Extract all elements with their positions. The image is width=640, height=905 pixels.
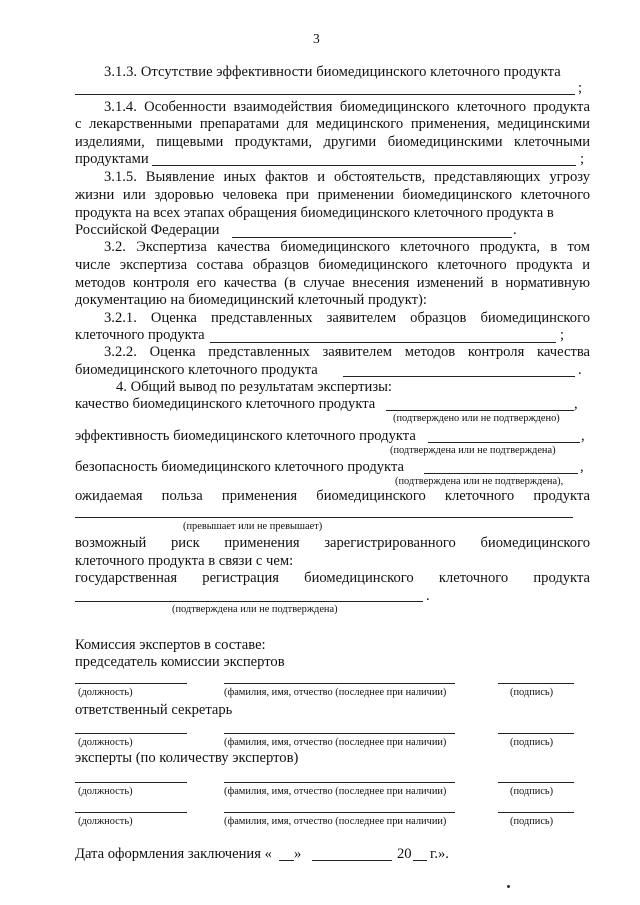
para-3-1-4-line2: с лекарственными препаратами для медицинского применения, медицинскими bbox=[75, 116, 590, 132]
signature-caption: (подпись) bbox=[510, 786, 554, 797]
registration-hint: (подтверждена или не подтверждена) bbox=[172, 604, 338, 615]
quality-hint: (подтверждено или не подтверждено) bbox=[393, 413, 560, 424]
signature-line bbox=[498, 812, 574, 813]
position-line bbox=[75, 683, 187, 684]
position-line bbox=[75, 782, 187, 783]
commission-title: Комиссия экспертов в составе: bbox=[75, 637, 266, 653]
comma: , bbox=[580, 459, 584, 475]
para-3-2-2-line1: 3.2.2. Оценка представленных заявителем методов контроля качества bbox=[104, 344, 590, 360]
date-year-prefix: 20 bbox=[397, 846, 412, 862]
position-line bbox=[75, 733, 187, 734]
para-3-1-5-line4: Российской Федерации bbox=[75, 222, 220, 238]
semicolon: ; bbox=[578, 80, 583, 96]
period: . bbox=[513, 222, 517, 238]
date-month-line bbox=[312, 860, 392, 861]
signature-line bbox=[498, 782, 574, 783]
period: . bbox=[578, 362, 582, 378]
secretary-label: ответственный секретарь bbox=[75, 702, 233, 718]
blank-line bbox=[210, 342, 556, 343]
position-line bbox=[75, 812, 187, 813]
position-caption: (должность) bbox=[78, 786, 133, 797]
signature-caption: (подпись) bbox=[510, 737, 554, 748]
name-caption: (фамилия, имя, отчество (последнее при наличии) bbox=[224, 737, 447, 748]
chairman-label: председатель комиссии экспертов bbox=[75, 654, 285, 670]
name-line bbox=[224, 683, 455, 684]
para-3-1-5-line2: жизни или здоровью человека при применении биомедицинского клеточного bbox=[75, 187, 590, 203]
date-suffix: г.». bbox=[430, 846, 449, 862]
para-3-1-4-line3: изделиями, пищевыми продуктами, другими биомедицинскими клеточными bbox=[75, 134, 590, 150]
quality-label: качество биомедицинского клеточного продукта bbox=[75, 396, 376, 412]
date-prefix: Дата оформления заключения « bbox=[75, 846, 272, 862]
signature-line bbox=[498, 683, 574, 684]
comma: , bbox=[574, 396, 578, 412]
date-day-line bbox=[279, 860, 294, 861]
efficacy-label: эффективность биомедицинского клеточного продукта bbox=[75, 428, 416, 444]
name-line bbox=[224, 812, 455, 813]
registration-label: государственная регистрация биомедицинского клеточного продукта bbox=[75, 570, 590, 586]
date-quote-close: » bbox=[294, 846, 302, 862]
blank-line bbox=[343, 376, 575, 377]
para-3-2-2-line2: биомедицинского клеточного продукта bbox=[75, 362, 318, 378]
para-3-1-3: 3.1.3. Отсутствие эффективности биомедицинского клеточного продукта bbox=[104, 64, 561, 80]
blank-line bbox=[386, 410, 574, 411]
blank-line bbox=[152, 165, 576, 166]
scan-speck bbox=[507, 885, 510, 888]
para-3-1-4-line4: продуктами bbox=[75, 151, 149, 167]
date-year-line bbox=[413, 860, 427, 861]
comma: , bbox=[581, 428, 585, 444]
benefit-label: ожидаемая польза применения биомедицинского клеточного продукта bbox=[75, 488, 590, 504]
name-caption: (фамилия, имя, отчество (последнее при наличии) bbox=[224, 786, 447, 797]
efficacy-hint: (подтверждена или не подтверждена) bbox=[390, 445, 556, 456]
safety-hint: (подтверждена или не подтверждена), bbox=[395, 476, 564, 487]
risk-line2: клеточного продукта в связи с чем: bbox=[75, 553, 294, 569]
para-3-2-line1: 3.2. Экспертиза качества биомедицинского клеточного продукта, в том bbox=[104, 239, 590, 255]
para-3-1-4-line1: 3.1.4. Особенности взаимодействия биомедицинского клеточного продукта bbox=[104, 99, 590, 115]
signature-caption: (подпись) bbox=[510, 687, 554, 698]
semicolon: ; bbox=[560, 327, 565, 343]
para-3-1-5-line1: 3.1.5. Выявление иных фактов и обстоятельств, представляющих угрозу bbox=[104, 169, 590, 185]
position-caption: (должность) bbox=[78, 737, 133, 748]
name-line bbox=[224, 733, 455, 734]
para-3-2-1-line2: клеточного продукта bbox=[75, 327, 205, 343]
blank-line bbox=[75, 94, 575, 95]
experts-label: эксперты (по количеству экспертов) bbox=[75, 750, 299, 766]
para-3-2-line4: документацию на биомедицинский клеточный продукт): bbox=[75, 292, 427, 308]
blank-line bbox=[232, 237, 512, 238]
name-line bbox=[224, 782, 455, 783]
page-number: 3 bbox=[313, 31, 320, 46]
blank-line bbox=[75, 517, 573, 518]
para-3-1-5-line3: продукта на всех этапах обращения биомедицинского клеточного продукта в bbox=[75, 205, 554, 221]
name-caption: (фамилия, имя, отчество (последнее при наличии) bbox=[224, 816, 447, 827]
safety-label: безопасность биомедицинского клеточного продукта bbox=[75, 459, 404, 475]
signature-caption: (подпись) bbox=[510, 816, 554, 827]
period: . bbox=[426, 588, 430, 604]
blank-line bbox=[428, 442, 580, 443]
para-3-2-line3: методов контроля его качества (в случае внесения изменений в нормативную bbox=[75, 275, 590, 291]
section-4-title: 4. Общий вывод по результатам экспертизы: bbox=[116, 379, 392, 395]
blank-line bbox=[75, 601, 423, 602]
blank-line bbox=[424, 473, 578, 474]
para-3-2-line2: числе экспертиза состава образцов биомедицинского клеточного продукта и bbox=[75, 257, 590, 273]
position-caption: (должность) bbox=[78, 687, 133, 698]
signature-line bbox=[498, 733, 574, 734]
position-caption: (должность) bbox=[78, 816, 133, 827]
risk-line1: возможный риск применения зарегистрированного биомедицинского bbox=[75, 535, 590, 551]
para-3-2-1-line1: 3.2.1. Оценка представленных заявителем образцов биомедицинского bbox=[104, 310, 590, 326]
benefit-hint: (превышает или не превышает) bbox=[183, 521, 323, 532]
name-caption: (фамилия, имя, отчество (последнее при наличии) bbox=[224, 687, 447, 698]
semicolon: ; bbox=[580, 151, 585, 167]
